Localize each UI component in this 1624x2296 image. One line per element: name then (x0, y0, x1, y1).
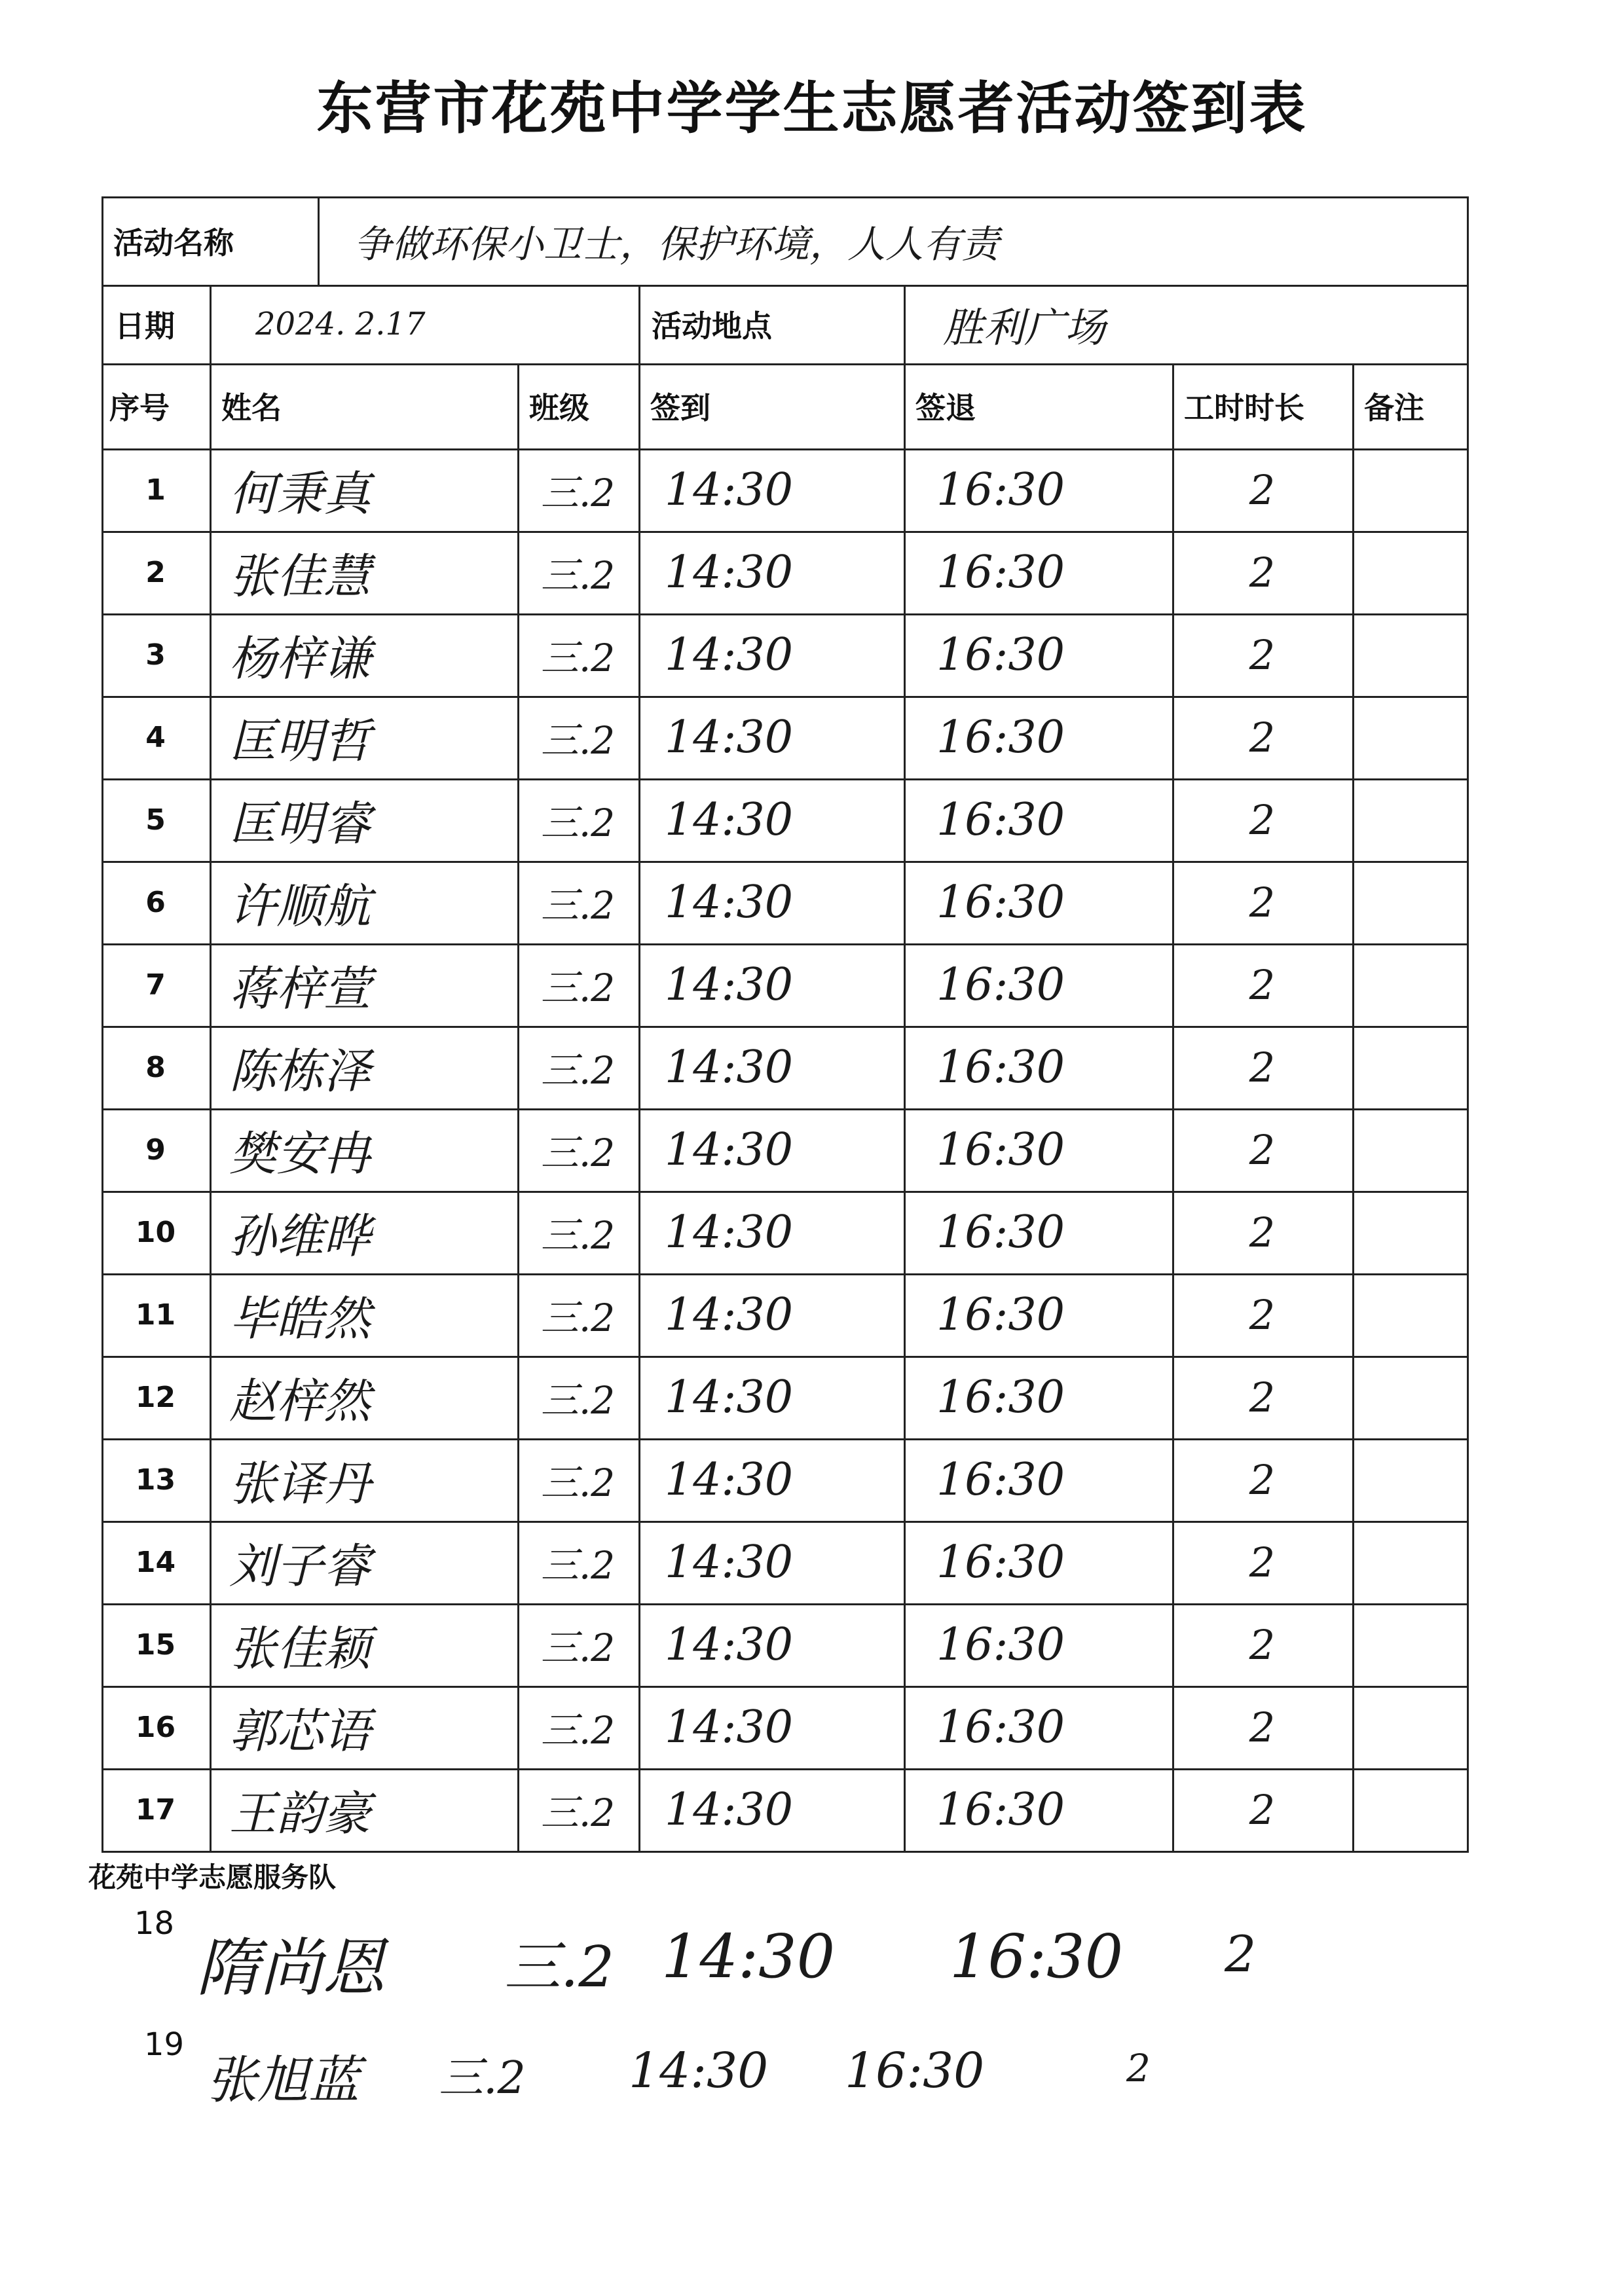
row-6-hours: 2 (1249, 878, 1276, 926)
row-11-name: 毕皓然 (229, 1291, 371, 1346)
row-7-name: 蒋梓萱 (229, 961, 371, 1016)
row-13-cls: 三.2 (540, 1461, 616, 1505)
row-15-name: 张佳颖 (229, 1621, 371, 1676)
extra-row-2-out: 16:30 (845, 2043, 985, 2099)
extra-row-2-name: 张旭蓝 (206, 2051, 360, 2110)
row-6-cls: 三.2 (540, 883, 616, 928)
row-16-in: 14:30 (665, 1701, 793, 1753)
row-1-name: 何秉真 (229, 466, 371, 521)
row-4-note (1352, 696, 1467, 778)
row-5-in: 14:30 (665, 793, 793, 846)
row-12-hours: 2 (1249, 1373, 1276, 1421)
row-1-note (1352, 448, 1467, 531)
row-12-out: 16:30 (936, 1371, 1065, 1423)
row-16-no: 16 (135, 1710, 176, 1744)
extra-row-2-no: 19 (144, 2026, 185, 2063)
row-11-in: 14:30 (665, 1288, 793, 1341)
row-13-note (1352, 1438, 1467, 1521)
team-name: 花苑中学志愿服务队 (88, 1861, 337, 1893)
row-7-hours: 2 (1249, 960, 1276, 1009)
row-16-cls: 三.2 (540, 1708, 616, 1753)
header-sign-out: 签退 (915, 390, 976, 426)
row-10-no: 10 (135, 1215, 176, 1249)
row-6-in: 14:30 (665, 876, 793, 928)
extra-row-2-hours: 2 (1126, 2046, 1151, 2090)
location-value: 胜利广场 (943, 303, 1106, 352)
row-11-note (1352, 1273, 1467, 1356)
row-8-no: 8 (145, 1050, 166, 1084)
row-13-no: 13 (135, 1463, 176, 1497)
row-15-cls: 三.2 (540, 1626, 616, 1670)
extra-row-1-in: 14:30 (661, 1922, 836, 1992)
row-4-out: 16:30 (936, 711, 1065, 763)
extra-row-1-cls: 三.2 (504, 1935, 615, 2000)
row-2-out: 16:30 (936, 546, 1065, 598)
row-2-hours: 2 (1249, 548, 1276, 596)
row-15-in: 14:30 (665, 1618, 793, 1671)
header-no: 序号 (109, 390, 170, 426)
row-15-note (1352, 1603, 1467, 1686)
row-14-name: 刘子睿 (229, 1539, 371, 1594)
row-8-name: 陈栋泽 (229, 1044, 371, 1099)
extra-row-2-cls: 三.2 (439, 2052, 526, 2104)
row-5-cls: 三.2 (540, 801, 616, 845)
row-2-note (1352, 531, 1467, 613)
row-9-hours: 2 (1249, 1125, 1276, 1174)
row-10-name: 孙维晔 (229, 1209, 371, 1264)
header-note: 备注 (1364, 390, 1424, 426)
row-13-out: 16:30 (936, 1453, 1065, 1506)
row-8-hours: 2 (1249, 1043, 1276, 1091)
row-2-no: 2 (145, 555, 166, 589)
header-hours: 工时时长 (1184, 390, 1304, 426)
row-7-note (1352, 943, 1467, 1026)
row-16-name: 郭芯语 (229, 1704, 371, 1758)
row-5-hours: 2 (1249, 795, 1276, 844)
row-9-no: 9 (145, 1133, 166, 1167)
row-3-note (1352, 613, 1467, 696)
extra-row-1-hours: 2 (1225, 1925, 1257, 1983)
header-sign-in: 签到 (650, 390, 710, 426)
row-6-name: 许顺航 (229, 879, 371, 934)
row-10-cls: 三.2 (540, 1213, 616, 1258)
row-10-in: 14:30 (665, 1206, 793, 1258)
row-4-no: 4 (145, 720, 166, 754)
row-15-no: 15 (135, 1628, 176, 1662)
page-title: 东营市花苑中学学生志愿者活动签到表 (316, 76, 1308, 141)
row-16-out: 16:30 (936, 1701, 1065, 1753)
row-9-note (1352, 1108, 1467, 1191)
table-rule (101, 1851, 1467, 1853)
row-3-no: 3 (145, 638, 166, 672)
header-name: 姓名 (221, 390, 282, 426)
row-8-in: 14:30 (665, 1041, 793, 1093)
row-2-name: 张佳慧 (229, 549, 371, 604)
row-1-cls: 三.2 (540, 471, 616, 515)
row-12-name: 赵梓然 (229, 1374, 371, 1429)
row-6-note (1352, 861, 1467, 943)
row-11-hours: 2 (1249, 1290, 1276, 1339)
table-rule (1467, 196, 1469, 1853)
row-6-out: 16:30 (936, 876, 1065, 928)
location-label: 活动地点 (652, 308, 772, 344)
row-3-hours: 2 (1249, 630, 1276, 679)
row-3-out: 16:30 (936, 629, 1065, 681)
row-14-cls: 三.2 (540, 1543, 616, 1588)
extra-row-1-out: 16:30 (950, 1922, 1124, 1992)
row-7-no: 7 (145, 968, 166, 1002)
row-4-cls: 三.2 (540, 718, 616, 763)
row-13-in: 14:30 (665, 1453, 793, 1506)
row-13-name: 张译丹 (229, 1456, 371, 1511)
extra-row-1-name: 隋尚恩 (196, 1931, 385, 2005)
row-8-out: 16:30 (936, 1041, 1065, 1093)
row-7-cls: 三.2 (540, 966, 616, 1010)
row-4-name: 匡明哲 (229, 714, 371, 769)
row-17-note (1352, 1768, 1467, 1851)
row-17-out: 16:30 (936, 1783, 1065, 1836)
row-17-name: 王韵豪 (229, 1786, 371, 1841)
row-11-no: 11 (135, 1298, 176, 1332)
row-14-in: 14:30 (665, 1536, 793, 1588)
row-14-out: 16:30 (936, 1536, 1065, 1588)
row-4-hours: 2 (1249, 713, 1276, 761)
row-3-cls: 三.2 (540, 636, 616, 680)
row-1-out: 16:30 (936, 464, 1065, 516)
row-12-note (1352, 1356, 1467, 1438)
row-12-in: 14:30 (665, 1371, 793, 1423)
row-3-name: 杨梓谦 (229, 631, 371, 686)
activity-name-value: 争做环保小卫士，保护环境，人人有责 (354, 221, 1000, 266)
row-5-out: 16:30 (936, 793, 1065, 846)
date-label: 日期 (115, 308, 175, 344)
row-17-no: 17 (135, 1793, 176, 1827)
row-6-no: 6 (145, 885, 166, 919)
row-15-out: 16:30 (936, 1618, 1065, 1671)
row-9-name: 樊安冉 (229, 1126, 371, 1181)
row-9-in: 14:30 (665, 1123, 793, 1176)
extra-row-2-in: 14:30 (629, 2043, 769, 2099)
date-value: 2024. 2.17 (255, 306, 426, 342)
row-10-note (1352, 1191, 1467, 1273)
row-17-in: 14:30 (665, 1783, 793, 1836)
row-1-no: 1 (145, 473, 166, 507)
row-16-note (1352, 1686, 1467, 1768)
row-14-hours: 2 (1249, 1538, 1276, 1586)
row-10-hours: 2 (1249, 1208, 1276, 1256)
row-11-out: 16:30 (936, 1288, 1065, 1341)
row-14-note (1352, 1521, 1467, 1603)
row-2-in: 14:30 (665, 546, 793, 598)
row-17-hours: 2 (1249, 1785, 1276, 1834)
row-16-hours: 2 (1249, 1703, 1276, 1751)
row-12-cls: 三.2 (540, 1378, 616, 1423)
row-1-hours: 2 (1249, 465, 1276, 514)
row-12-no: 12 (135, 1380, 176, 1414)
row-8-cls: 三.2 (540, 1048, 616, 1093)
table-rule (904, 285, 906, 363)
row-4-in: 14:30 (665, 711, 793, 763)
row-8-note (1352, 1026, 1467, 1108)
activity-name-label: 活动名称 (113, 225, 234, 261)
row-17-cls: 三.2 (540, 1791, 616, 1835)
row-7-out: 16:30 (936, 958, 1065, 1011)
table-rule (904, 363, 906, 1853)
row-1-in: 14:30 (665, 464, 793, 516)
row-15-hours: 2 (1249, 1620, 1276, 1669)
row-2-cls: 三.2 (540, 553, 616, 598)
table-rule (638, 285, 640, 363)
row-11-cls: 三.2 (540, 1296, 616, 1340)
extra-row-1-no: 18 (134, 1905, 175, 1942)
row-14-no: 14 (135, 1545, 176, 1579)
row-5-no: 5 (145, 803, 166, 837)
table-rule (638, 363, 640, 1853)
row-7-in: 14:30 (665, 958, 793, 1011)
row-9-cls: 三.2 (540, 1131, 616, 1175)
header-class: 班级 (529, 390, 589, 426)
row-5-name: 匡明睿 (229, 796, 371, 851)
row-9-out: 16:30 (936, 1123, 1065, 1176)
row-10-out: 16:30 (936, 1206, 1065, 1258)
row-13-hours: 2 (1249, 1455, 1276, 1504)
row-5-note (1352, 778, 1467, 861)
row-3-in: 14:30 (665, 629, 793, 681)
table-rule (210, 363, 212, 1853)
